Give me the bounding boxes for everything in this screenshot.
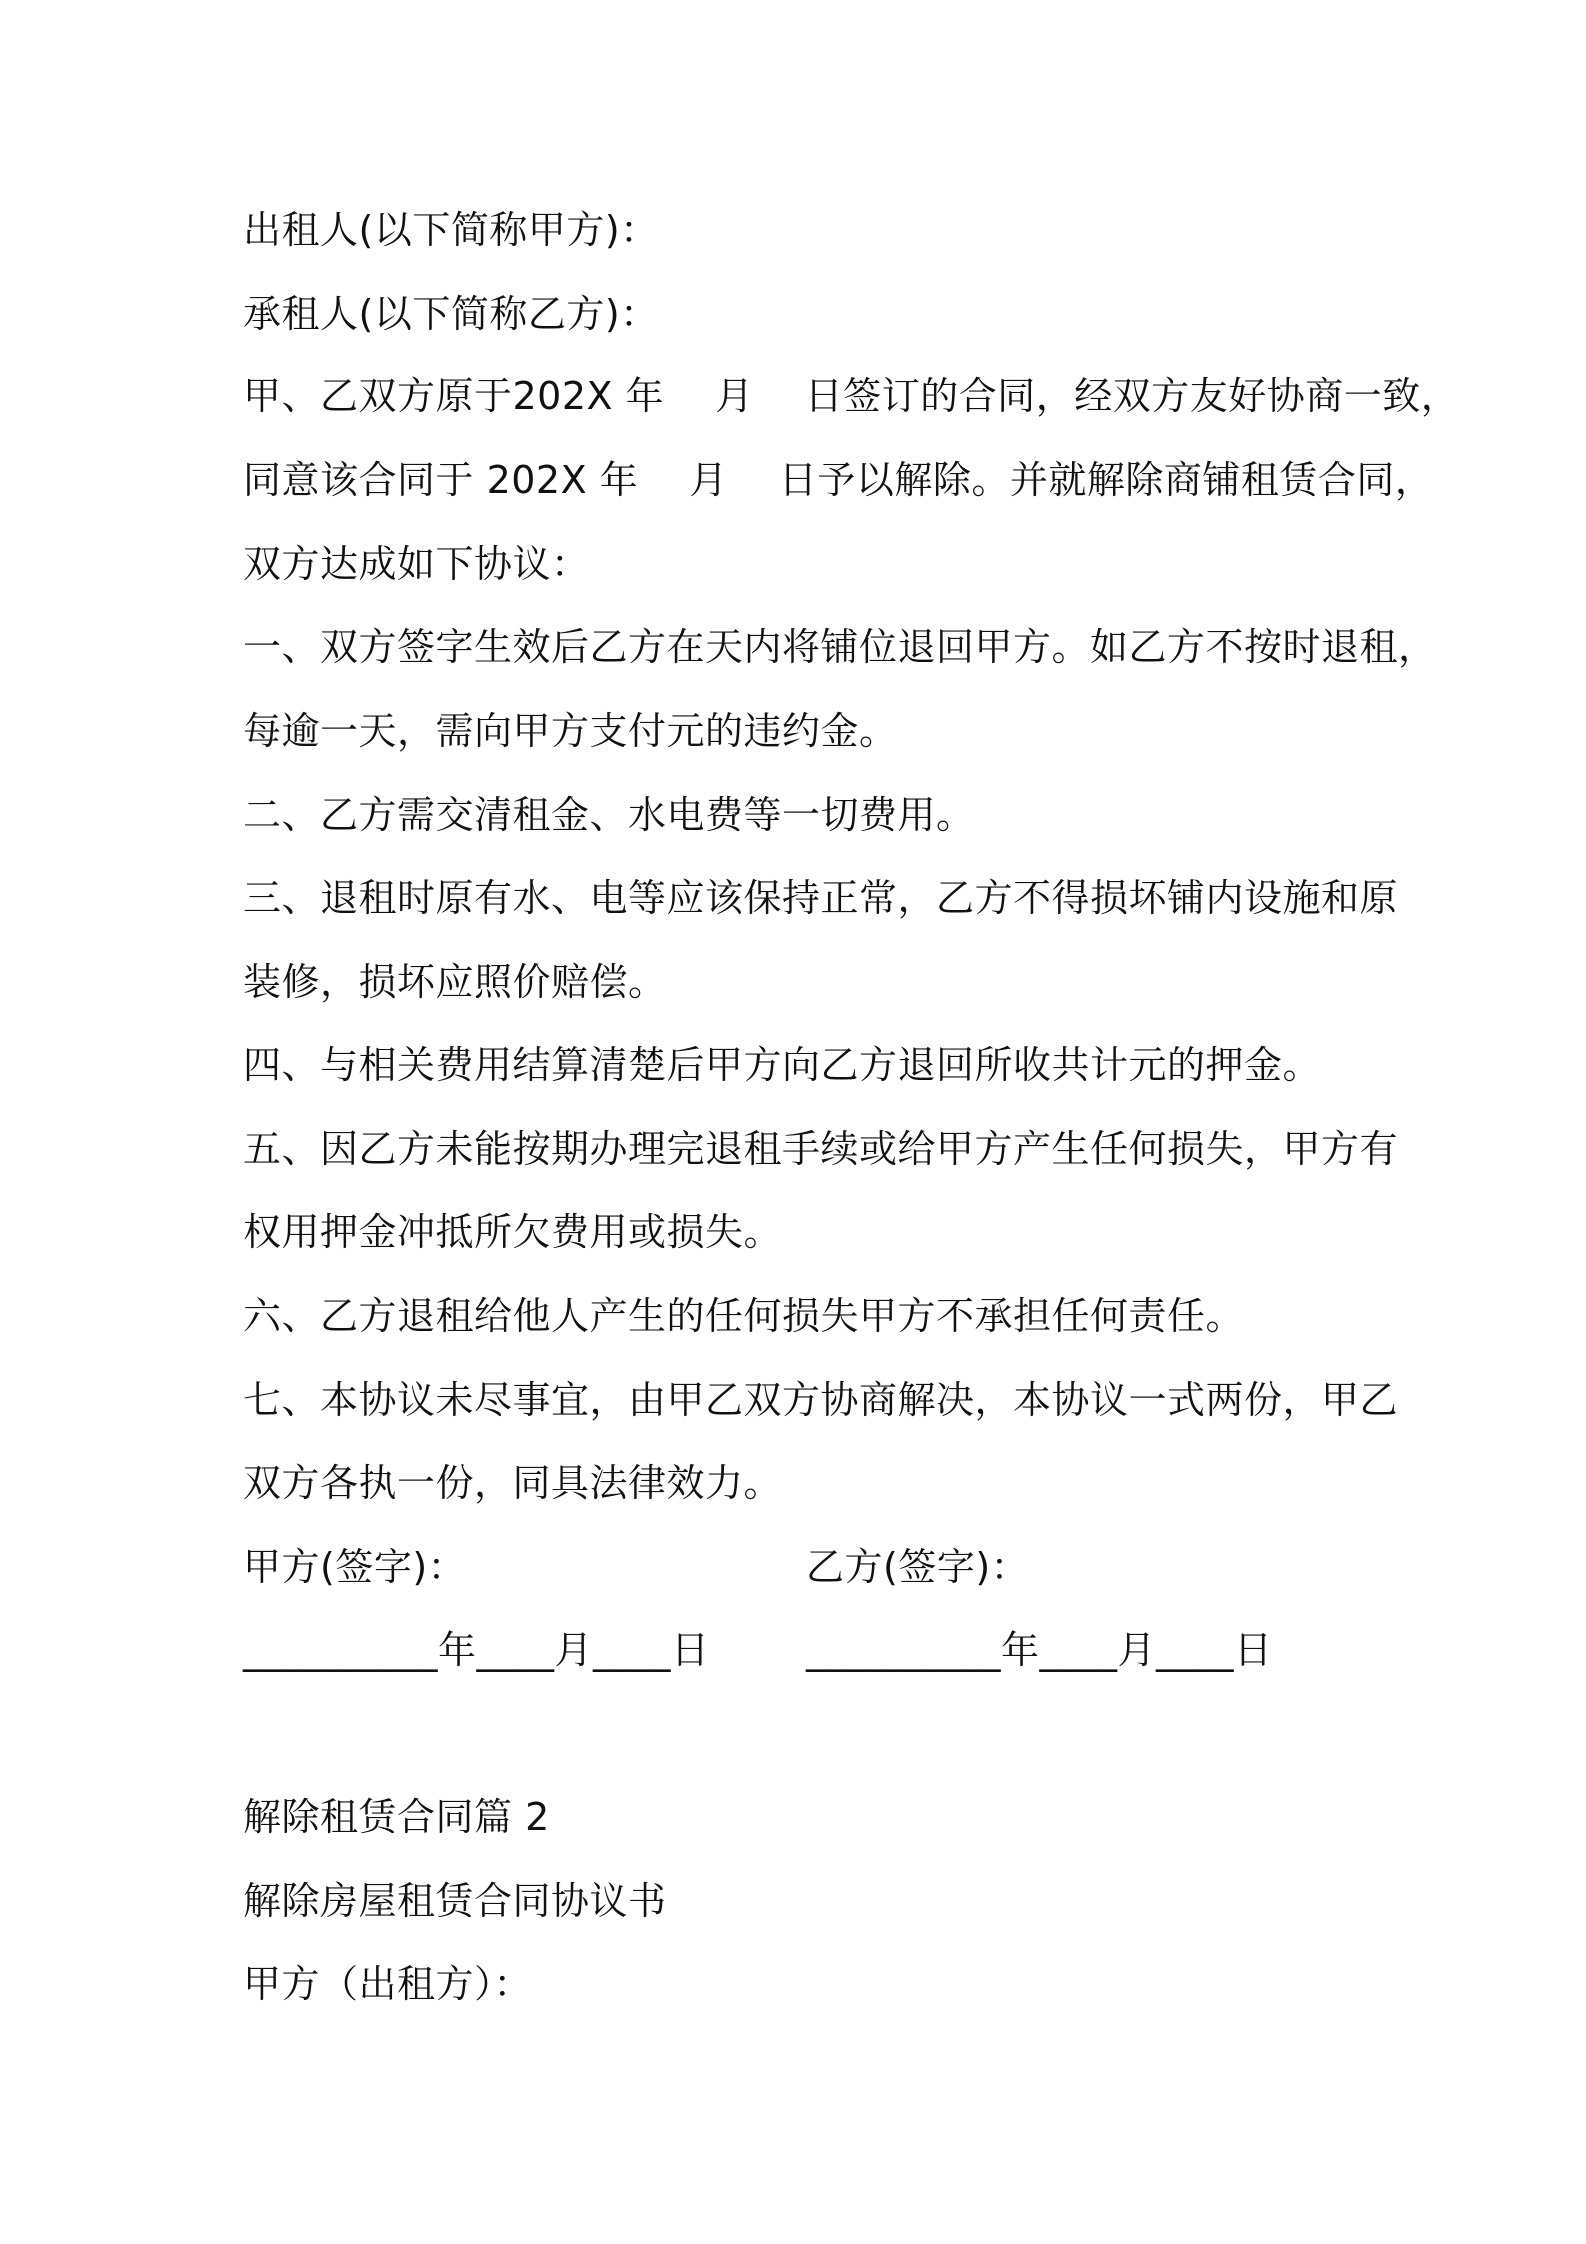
clause-line: 权用押金冲抵所欠费用或损失。 <box>243 1210 783 1254</box>
clause-line: 双方各执一份，同具法律效力。 <box>243 1461 783 1505</box>
clause-line: 一、双方签字生效后乙方在天内将铺位退回甲方。如乙方不按时退租， <box>243 625 1437 669</box>
clause-line: 七、本协议未尽事宜，由甲乙双方协商解决，本协议一式两份，甲乙 <box>243 1378 1399 1422</box>
clause-line: 装修，损坏应照价赔偿。 <box>243 960 667 1004</box>
party-a-signature-label: 甲方(签字)： <box>243 1545 467 1589</box>
section-title: 解除房屋租赁合同协议书 <box>243 1879 667 1923</box>
party-b-signature-label: 乙方(签字)： <box>806 1545 1030 1589</box>
clause-line: 二、乙方需交清租金、水电费等一切费用。 <box>243 793 975 837</box>
intro-line: 同意该合同于 202X 年 月 日予以解除。并就解除商铺租赁合同， <box>243 458 1434 502</box>
section-party-a-line: 甲方（出租方）： <box>243 1962 533 2006</box>
party-b-date-line: __________年____月____日 <box>806 1628 1273 1672</box>
lessor-line: 出租人(以下简称甲方)： <box>243 208 659 252</box>
clause-line: 每逾一天，需向甲方支付元的违约金。 <box>243 709 898 753</box>
clause-line: 四、与相关费用结算清楚后甲方向乙方退回所收共计元的押金。 <box>243 1043 1322 1087</box>
party-a-date-line: __________年____月____日 <box>243 1628 710 1672</box>
intro-line: 双方达成如下协议： <box>243 542 590 586</box>
lessee-line: 承租人(以下简称乙方)： <box>243 292 659 336</box>
section-heading: 解除租赁合同篇 2 <box>243 1795 550 1839</box>
clause-line: 五、因乙方未能按期办理完退租手续或给甲方产生任何损失，甲方有 <box>243 1127 1399 1171</box>
clause-line: 六、乙方退租给他人产生的任何损失甲方不承担任何责任。 <box>243 1294 1245 1338</box>
intro-line: 甲、乙双方原于202X 年 月 日签订的合同，经双方友好协商一致， <box>243 374 1460 418</box>
clause-line: 三、退租时原有水、电等应该保持正常，乙方不得损坏铺内设施和原 <box>243 876 1399 920</box>
